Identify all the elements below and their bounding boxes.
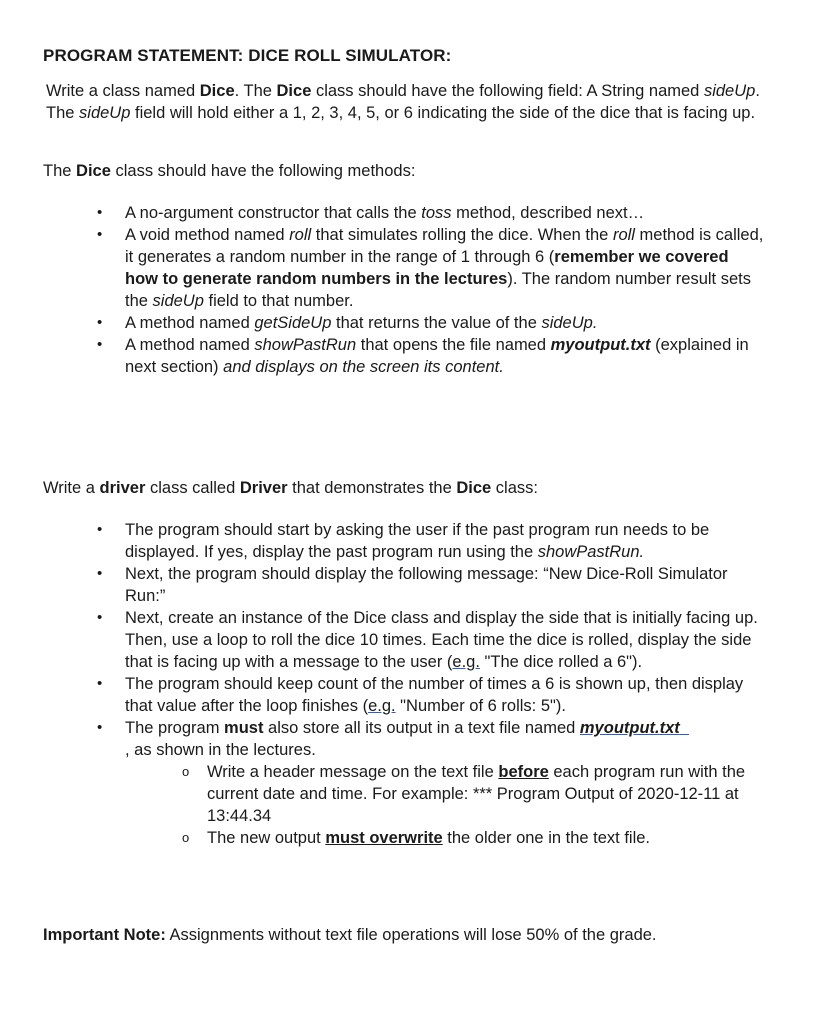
method-ref: roll [289, 226, 312, 244]
intro-text: class should have the following field: A String named [311, 82, 704, 100]
method-ref: roll [612, 226, 635, 244]
driver-requirements-list [0, 519, 835, 849]
intro-text: . The [46, 82, 760, 122]
driver-text: "Number of 6 rolls: 5"). [395, 697, 566, 715]
methods-intro-text: The [43, 162, 77, 180]
driver-item-past-run [0, 519, 835, 563]
driver-text: each program run with the current date and time. For example: *** Program Output of 2020-12-11 at 13:44.34 [207, 763, 746, 825]
eg-text: e.g. [452, 653, 480, 671]
dice-class-name: Dice [276, 82, 312, 100]
intro-paragraph [46, 80, 766, 124]
method-text: that returns the value of the [331, 314, 542, 332]
driver-text: Next, the program should display the following message: “New Dice-Roll Simulator Run:” [125, 565, 728, 605]
emphasis-text: must overwrite [325, 829, 443, 847]
method-ref: toss [421, 204, 452, 222]
driver-intro-text: Write a [43, 479, 100, 497]
sideup-field-name: sideUp [152, 292, 204, 310]
method-item-showpastrun [0, 334, 835, 378]
driver-item-count-six [0, 673, 835, 717]
sideup-field-name: sideUp [79, 104, 131, 122]
intro-text: . The [234, 82, 277, 100]
method-ref: getSideUp [254, 314, 332, 332]
method-text: (explained in next section) [125, 336, 749, 376]
driver-item-roll-loop [0, 607, 835, 673]
note-text: Assignments without text file operations will lose 50% of the grade. [165, 926, 657, 944]
method-text: method is called, it generates a random number in the range of 1 through 6 ( [125, 226, 764, 266]
methods-intro-text: class should have the following methods: [110, 162, 416, 180]
file-name: myoutput.txt [579, 719, 680, 737]
method-text: A no-argument constructor that calls the [125, 204, 422, 222]
method-item-roll [0, 224, 835, 312]
driver-item-output-file [0, 717, 835, 849]
note-label: Important Note: [43, 926, 166, 944]
method-text: method, described next… [451, 204, 645, 222]
method-text: that simulates rolling the dice. When the [311, 226, 613, 244]
method-item-constructor [0, 202, 835, 224]
driver-text: as shown in the lectures. [129, 741, 316, 759]
sub-item-header [125, 761, 765, 827]
method-text: and displays on the screen its content. [223, 358, 504, 376]
emphasis-text: driver [99, 479, 146, 497]
method-text: A void method named [125, 226, 290, 244]
driver-text: "The dice rolled a 6"). [479, 653, 643, 671]
driver-class-name: Driver [239, 479, 288, 497]
comma-text: , [125, 741, 130, 759]
driver-text: The program should keep count of the number of times a 6 is shown up, then display that value after the loop finishes ( [125, 675, 744, 715]
emphasis-text: must [224, 719, 264, 737]
method-item-getsideup [0, 312, 835, 334]
methods-list [0, 202, 835, 378]
driver-item-message [0, 563, 835, 607]
method-text: ). The random number result sets the [125, 270, 751, 310]
intro-text: Write a class named [46, 82, 200, 100]
sideup-field-name: sideUp. [541, 314, 598, 332]
sideup-field-name: sideUp [703, 82, 756, 100]
dice-class-name: Dice [456, 479, 492, 497]
dice-class-name: Dice [199, 82, 235, 100]
method-text: field to that number. [203, 292, 354, 310]
driver-text: Write a header message on the text file [207, 763, 499, 781]
eg-text: e.g. [368, 697, 396, 715]
output-file-sublist [125, 761, 765, 849]
method-ref: showPastRun [254, 336, 357, 354]
method-text: that opens the file named [356, 336, 551, 354]
driver-text: also store all its output in a text file named [263, 719, 580, 737]
emphasis-text: remember we covered how to generate random numbers in the lectures [125, 248, 729, 288]
dice-class-name: Dice [76, 162, 111, 180]
method-text: A method named [125, 336, 255, 354]
method-text: A method named [125, 314, 255, 332]
driver-text: The new output [207, 829, 326, 847]
driver-text: The program [125, 719, 225, 737]
sub-item-overwrite [125, 827, 765, 849]
method-ref: showPastRun. [537, 543, 645, 561]
emphasis-text: before [498, 763, 549, 781]
driver-intro-text: class called [145, 479, 240, 497]
driver-text: the older one in the text file. [442, 829, 651, 847]
intro-text: field will hold either a 1, 2, 3, 4, 5, or 6 indicating the side of the dice that is facing up. [130, 104, 756, 122]
file-name: myoutput.txt [550, 336, 651, 354]
methods-intro [43, 160, 763, 182]
page-title: PROGRAM STATEMENT: DICE ROLL SIMULATOR: [43, 46, 452, 65]
driver-intro-text: class: [491, 479, 538, 497]
driver-intro-text: that demonstrates the [287, 479, 457, 497]
important-note [43, 924, 763, 946]
driver-text: The program should start by asking the user if the past program run needs to be displayed. If yes, display the past program run using the [125, 521, 710, 561]
driver-text: Next, create an instance of the Dice class and display the side that is initially facing up. Then, use a loop to roll the dice 10 times. Each time the dice is rolled, display the side that is facing up with a message to the user ( [125, 609, 758, 671]
driver-intro [43, 477, 763, 499]
